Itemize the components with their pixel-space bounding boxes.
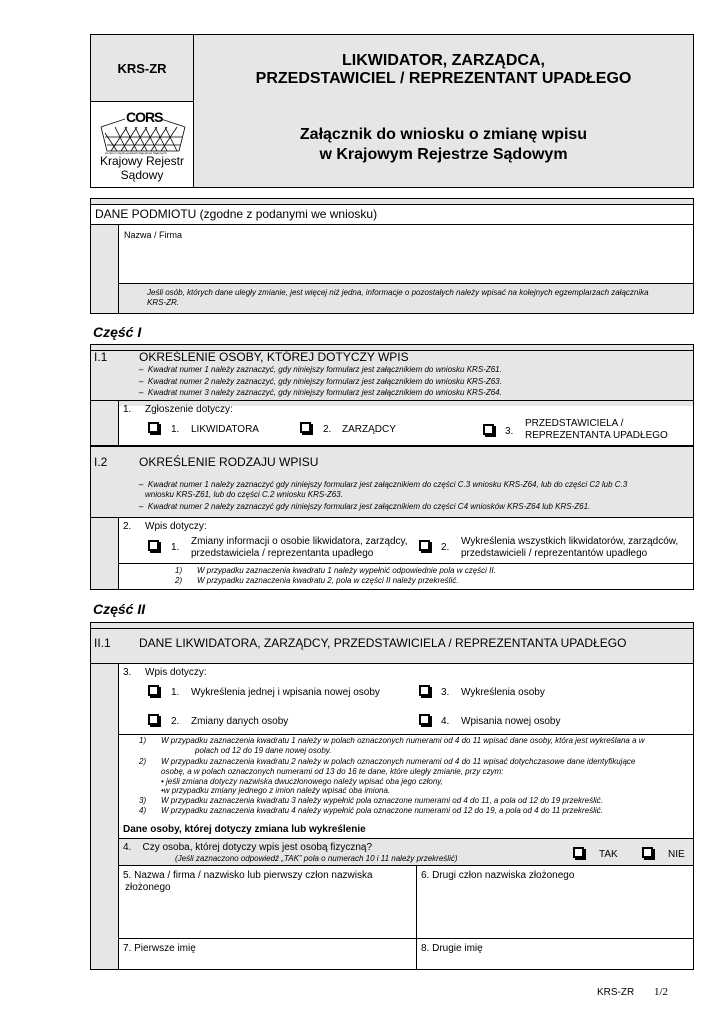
cors-logo [97,107,189,159]
field-3-label: Wpis dotyczy: [145,667,207,678]
option-ii-4-number: 4. [441,716,450,727]
section-i2-note-2: – Kwadrat numer 2 należy zaznaczyć gdy niniejszy formularz jest załącznikiem do części C4 wniosków KRS-Z64 lub KRS-Z61. [139,502,591,511]
field-3-number: 3. [123,667,132,678]
ii-footnote-2-line2: osobę, a w polach oznaczonych numerami od 13 do 16 te dane, które uległy zmianie, przy czym: [161,767,504,776]
entity-section [90,198,694,314]
section-i2 [90,446,694,590]
option-i2-1-number: 1. [171,542,180,553]
field-5-label-line2: złożonego [125,882,171,893]
part1-title: Część I [93,324,142,340]
form-subtitle-line1: Załącznik do wniosku o zmianę wpisu [299,126,588,143]
field-7-label: 7. Pierwsze imię [123,943,196,954]
checkbox-przedstawiciela[interactable] [483,424,494,435]
registry-line1: Krajowy Rejestr [99,154,185,168]
ii-footnote-2-line3: • jeśli zmiana dotyczy nazwiska dwuczłonowego należy wpisać oba jego człony, [161,777,443,786]
section-ii1-number: II.1 [94,636,111,650]
footer-form-code: KRS-ZR [597,987,635,998]
option-zmiany-label-1: Zmiany informacji o osobie likwidatora, zarządcy, [191,536,408,547]
field-2-label: Wpis dotyczy: [145,521,207,532]
field-1-number: 1. [123,404,132,415]
checkbox-wykreslenia-osoby[interactable] [419,685,430,696]
subheading-person-data: Dane osoby, której dotyczy zmiana lub wykreślenie [123,824,366,835]
section-ii1-heading: DANE LIKWIDATORA, ZARZĄDCY, PRZEDSTAWICIELA / REPREZENTANTA UPADŁEGO [139,636,627,650]
section-i1-note-2: – Kwadrat numer 2 należy zaznaczyć, gdy niniejszy formularz jest załącznikiem do wniosku KRS-Z63. [139,377,502,386]
option-i2-2-number: 2. [441,542,450,553]
field-6-label: 6. Drugi człon nazwiska złożonego [421,870,575,881]
form-title-line2: PRZEDSTAWICIEL / REPREZENTANT UPADŁEGO [255,70,632,87]
field-5-label-line1: 5. Nazwa / firma / nazwisko lub pierwszy człon nazwiska [123,870,373,881]
checkbox-zmiany-danych[interactable] [148,714,159,725]
ii-footnote-1-num: 1) [139,736,147,745]
section-i2-number: I.2 [94,455,108,469]
footer-page-number: 1/2 [654,986,669,998]
header-box [90,34,694,188]
entity-note-line1: Jeśli osób, których dane uległy zmianie, jest więcej niż jedna, informacje o pozostałych należy wpisać na kolejnych egzemplarzach załącznika [147,288,649,297]
i2-footnote-1: W przypadku zaznaczenia kwadratu 1 należy wypełnić odpowiednie pola w części II. [197,566,496,575]
form-subtitle-line2: w Krajowym Rejestrze Sądowym [319,146,568,163]
option-ii-3-number: 3. [441,687,450,698]
section-i2-note-1b: wniosku KRS-Z61, lub do części C.2 wniosku KRS-Z63. [145,490,343,499]
logo-text: CORS [126,109,163,125]
form-code: KRS-ZR [117,61,167,76]
ii-footnote-3: W przypadku zaznaczenia kwadratu 3 należy wypełnić pola oznaczone numerami od 4 do 11, a pola od 12 do 19 przekreślić. [161,796,603,805]
section-i1-note-3: – Kwadrat numer 3 należy zaznaczyć, gdy niniejszy formularz jest załącznikiem do wniosku KRS-Z64. [139,388,502,397]
option-przedstawiciela-label-2: REPREZENTANTA UPADŁEGO [525,430,668,441]
section-i1 [90,344,694,446]
section-i1-note-1: – Kwadrat numer 1 należy zaznaczyć, gdy niniejszy formularz jest załącznikiem do wniosku KRS-Z61. [139,365,502,374]
section-i1-number: I.1 [94,350,108,364]
option-wykreslenia-osoby-label: Wykreślenia osoby [461,687,545,698]
option-wykreslenia-wszystkich-label-2: przedstawicieli / reprezentantów upadłego [461,548,648,559]
option-tak-label: TAK [599,849,618,860]
field-6-input[interactable] [417,885,693,938]
checkbox-zmiany-informacji[interactable] [148,540,159,551]
ii-footnote-1-line2: polach od 12 do 19 dane nowej osoby. [195,746,332,755]
option-zmiany-danych-label: Zmiany danych osoby [191,716,289,727]
checkbox-wykreslenia-i-wpisania[interactable] [148,685,159,696]
checkbox-nie[interactable] [642,847,653,858]
checkbox-wpisania-nowej[interactable] [419,714,430,725]
registry-line2: Sądowy [120,168,164,182]
section-i2-note-1: – Kwadrat numer 1 należy zaznaczyć gdy niniejszy formularz jest załącznikiem do części C.3 wniosku KRS-Z64, lub do części C2 lub C.3 [139,480,628,489]
field-5-input[interactable] [119,893,415,938]
part2-title: Część II [93,601,146,617]
field-8-label: 8. Drugie imię [421,943,483,954]
checkbox-wykreslenia-wszystkich[interactable] [419,540,430,551]
option-przedstawiciela-label-1: PRZEDSTAWICIELA / [525,418,624,429]
checkbox-likwidatora[interactable] [148,422,159,433]
option-1-number: 1. [171,424,180,435]
field-4-label: 4. Czy osoba, której dotyczy wpis jest osobą fizyczną? [123,842,373,853]
option-ii-2-number: 2. [171,716,180,727]
option-nie-label: NIE [668,849,685,860]
ii-footnote-2-line4: •w przypadku zmiany jednego z imion należy wpisać oba imiona. [161,786,391,795]
entity-heading: DANE PODMIOTU (zgodne z podanymi we wniosku) [95,207,378,221]
name-field-label: Nazwa / Firma [124,230,183,240]
option-wykreslenia-wszystkich-label-1: Wykreślenia wszystkich likwidatorów, zarządców, [461,536,679,547]
name-field[interactable] [119,241,693,283]
field-4-note: (Jeśli zaznaczono odpowiedź „TAK” pola o numerach 10 i 11 należy przekreślić) [175,854,458,863]
ii-footnote-2-num: 2) [139,757,147,766]
option-wpisania-nowej-label: Wpisania nowej osoby [461,716,561,727]
option-wykreslenia-i-wpisania-label: Wykreślenia jednej i wpisania nowej osoby [191,687,380,698]
option-3-number: 3. [505,426,514,437]
option-zmiany-label-2: przedstawiciela / reprezentanta upadłego [191,548,374,559]
ii-footnote-4: W przypadku zaznaczenia kwadratu 4 należy wypełnić pola oznaczone numerami od 12 do 19, a pola od 4 do 11 przekreślić. [161,806,603,815]
option-2-number: 2. [323,424,332,435]
ii-footnote-1-line1: W przypadku zaznaczenia kwadratu 1 należy w polach oznaczonych numerami od 4 do 11 wpisać dane osoby, która jest wykreślana a w [161,736,645,745]
ii-footnote-3-num: 3) [139,796,147,805]
section-ii1 [90,622,694,970]
field-2-number: 2. [123,521,132,532]
field-1-label: Zgłoszenie dotyczy: [145,404,233,415]
option-ii-1-number: 1. [171,687,180,698]
option-likwidatora-label: LIKWIDATORA [191,424,259,435]
ii-footnote-4-num: 4) [139,806,147,815]
logo-subtext: Centrum Ogólnopolskich Rejestrów Sądowych [105,151,167,155]
i2-footnote-1-num: 1) [175,566,183,575]
checkbox-zarzadcy[interactable] [300,422,311,433]
ii-footnote-2-line1: W przypadku zaznaczenia kwadratu 2 należy w polach oznaczonych numerami od 4 do 11 wpisać dotychczasowe dane identyfikujące [161,757,636,766]
option-zarzadcy-label: ZARZĄDCY [342,424,396,435]
i2-footnote-2: W przypadku zaznaczenia kwadratu 2, pola w części II należy przekreślić. [197,576,459,585]
form-title-line1: LIKWIDATOR, ZARZĄDCA, [342,52,545,69]
section-i1-heading: OKREŚLENIE OSOBY, KTÓREJ DOTYCZY WPIS [139,350,409,364]
section-i2-heading: OKREŚLENIE RODZAJU WPISU [139,455,319,469]
i2-footnote-2-num: 2) [175,576,183,585]
entity-note-line2: KRS-ZR. [147,298,179,307]
checkbox-tak[interactable] [573,847,584,858]
